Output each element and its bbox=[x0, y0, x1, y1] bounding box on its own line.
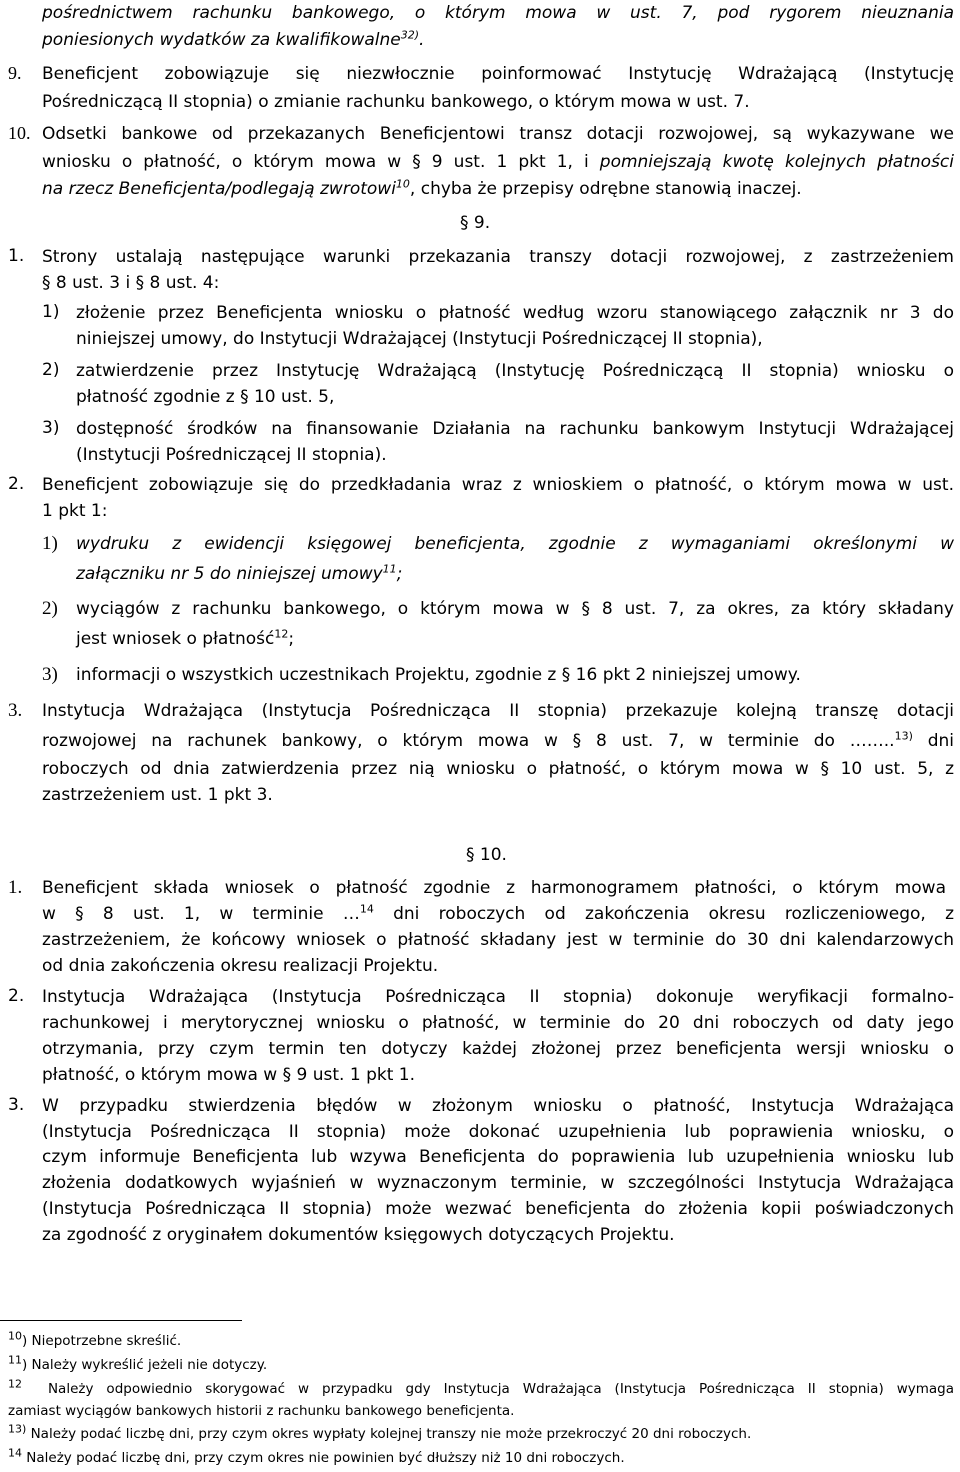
paragraph-line: otrzymania, przy czym termin ten dotyczy każdej złożonej przez beneficjenta wersji wniosku o bbox=[42, 1039, 954, 1059]
paragraph-line: zatwierdzenie przez Instytucję Wdrażającą (Instytucję Pośredniczącą II stopnia) wniosku o bbox=[76, 361, 954, 381]
paragraph-line: Beneficjent składa wniosek o płatność zgodnie z harmonogramem płatności, o którym mowa bbox=[42, 878, 946, 898]
paragraph-line: płatność, o którym mowa w § 9 ust. 1 pkt 1. bbox=[42, 1065, 415, 1085]
item-number: 1. bbox=[8, 246, 25, 266]
paragraph-line: w § 8 ust. 1, w terminie …$^{14}$ dni roboczych od zakończenia okresu rozliczeniowego, z bbox=[42, 902, 954, 924]
paragraph-line: płatność zgodnie z § 10 ust. 5, bbox=[76, 387, 335, 407]
footnote: $^{10}$) Niepotrzebne skreślić. bbox=[8, 1329, 182, 1349]
paragraph-line: § 8 ust. 3 i § 8 ust. 4: bbox=[42, 273, 220, 293]
item-number: 3. bbox=[8, 700, 23, 721]
item-number: 3. bbox=[8, 1095, 25, 1115]
footnote: $^{13)}$ Należy podać liczbę dni, przy czym okres wypłaty kolejnej transzy nie może przekroczyć 20 dni roboczych. bbox=[8, 1422, 752, 1442]
paragraph-line: roboczych od dnia zatwierdzenia przez nią wniosku o płatność, o którym mowa w § 10 ust. 5, z bbox=[42, 759, 954, 779]
paragraph-line: Beneficjent zobowiązuje się do przedkładania wraz z wnioskiem o płatność, o którym mowa w ust. bbox=[42, 475, 954, 495]
footnote: $^{11}$) Należy wykreślić jeżeli nie dotyczy. bbox=[8, 1353, 268, 1373]
subitem-number: 1) bbox=[42, 302, 60, 322]
paragraph-line: złożenia dodatkowych wyjaśnień w wyznaczonym terminie, w szczególności Instytucja Wdrażająca bbox=[42, 1173, 954, 1193]
paragraph-line: od dnia zakończenia okresu realizacji Projektu. bbox=[42, 956, 439, 976]
paragraph-line: niniejszej umowy, do Instytucji Wdrażającej (Instytucji Pośredniczącej II stopnia), bbox=[76, 329, 763, 349]
paragraph-line: jest wniosek o płatność$^{12}$; bbox=[76, 627, 295, 649]
section-heading: § 9. bbox=[460, 213, 491, 233]
item-number: 2. bbox=[8, 986, 25, 1006]
paragraph-line: 1 pkt 1: bbox=[42, 501, 108, 521]
paragraph-line: zastrzeżeniem, że końcowy wniosek o płatność składany jest w terminie do 30 dni kalendarzowych bbox=[42, 930, 954, 950]
continuation-line-1: pośrednictwem rachunku bankowego, o którym mowa w ust. 7, pod rygorem nieuznania bbox=[42, 3, 954, 23]
paragraph-line: (Instytucja Pośrednicząca II stopnia) może dokonać uzupełnienia lub poprawienia wniosku, o bbox=[42, 1122, 954, 1142]
subitem-number: 3) bbox=[42, 664, 58, 685]
subitem-number: 2) bbox=[42, 360, 60, 380]
paragraph-line: wniosku o płatność, o którym mowa w § 9 ust. 1 pkt 1, i pomniejszają kwotę kolejnych płatności bbox=[42, 152, 954, 172]
paragraph-line: rachunkowej i merytorycznej wniosku o płatność, w terminie do 20 dni roboczych od daty jego bbox=[42, 1013, 954, 1033]
item-number: 2. bbox=[8, 474, 25, 494]
paragraph-line: wydruku z ewidencji księgowej beneficjenta, zgodnie z wymaganiami określonymi w bbox=[76, 534, 954, 554]
footnote: zamiast wyciągów bankowych historii z rachunku bankowego beneficjenta. bbox=[8, 1403, 515, 1419]
paragraph-line: czym informuje Beneficjenta lub wzywa Beneficjenta do poprawienia lub uzupełnienia wniosku lub bbox=[42, 1147, 954, 1167]
item-number: 9. bbox=[8, 63, 22, 83]
paragraph-line: W przypadku stwierdzenia błędów w złożonym wniosku o płatność, Instytucja Wdrażająca bbox=[42, 1096, 954, 1116]
continuation-line-2: poniesionych wydatków za kwalifikowalne$^{32)}$. bbox=[42, 28, 425, 50]
paragraph-line: rozwojowej na rachunek bankowy, o którym mowa w § 8 ust. 7, w terminie do ……..$^{13)}$ dni bbox=[42, 729, 954, 751]
subitem-number: 2) bbox=[42, 598, 58, 619]
footnote: $^{12}$ Należy odpowiednio skorygować w przypadku gdy Instytucja Wdrażająca (Instytucja Pośrednicząca II stopnia) wymaga bbox=[8, 1377, 954, 1397]
paragraph-line: wyciągów z rachunku bankowego, o którym mowa w § 8 ust. 7, za okres, za który składany bbox=[76, 599, 954, 619]
paragraph-line: złożenie przez Beneficjenta wniosku o płatność według wzoru stanowiącego załącznik nr 3 do bbox=[76, 303, 954, 323]
footnote: $^{14}$ Należy podać liczbę dni, przy czym okres nie powinien być dłuższy niż 10 dni roboczych. bbox=[8, 1446, 625, 1466]
item-number: 1. bbox=[8, 877, 23, 898]
subitem-number: 3) bbox=[42, 418, 60, 438]
paragraph-line: Beneficjent zobowiązuje się niezwłocznie poinformować Instytucję Wdrażającą (Instytucję bbox=[42, 64, 954, 84]
paragraph-line: dostępność środków na finansowanie Działania na rachunku bankowym Instytucji Wdrażającej bbox=[76, 419, 954, 439]
paragraph-line: Strony ustalają następujące warunki przekazania transzy dotacji rozwojowej, z zastrzeżeniem bbox=[42, 247, 954, 267]
paragraph-line: załączniku nr 5 do niniejszej umowy$^{11}$; bbox=[76, 562, 403, 584]
paragraph-line: (Instytucja Pośrednicząca II stopnia) może wezwać beneficjenta do złożenia kopii poświadczonych bbox=[42, 1199, 954, 1219]
subitem-number: 1) bbox=[42, 533, 58, 554]
paragraph-line: na rzecz Beneficjenta/podlegają zwrotowi$^{10}$, chyba że przepisy odrębne stanowią inaczej. bbox=[42, 177, 802, 199]
paragraph-line: Instytucja Wdrażająca (Instytucja Pośrednicząca II stopnia) przekazuje kolejną transzę dotacji bbox=[42, 701, 954, 721]
paragraph-line: (Instytucji Pośredniczącej II stopnia). bbox=[76, 445, 387, 465]
footnote-separator bbox=[0, 1320, 242, 1321]
paragraph-line: za zgodność z oryginałem dokumentów księgowych dotyczących Projektu. bbox=[42, 1225, 675, 1245]
paragraph-line: informacji o wszystkich uczestnikach Projektu, zgodnie z § 16 pkt 2 niniejszej umowy. bbox=[76, 665, 801, 685]
item-number: 10. bbox=[8, 123, 31, 143]
paragraph-line: Odsetki bankowe od przekazanych Beneficjentowi transz dotacji rozwojowej, są wykazywane we bbox=[42, 124, 954, 144]
paragraph-line: Pośredniczącą II stopnia) o zmianie rachunku bankowego, o którym mowa w ust. 7. bbox=[42, 92, 750, 112]
paragraph-line: Instytucja Wdrażająca (Instytucja Pośrednicząca II stopnia) dokonuje weryfikacji formalno- bbox=[42, 987, 954, 1007]
section-heading: § 10. bbox=[466, 845, 507, 865]
paragraph-line: zastrzeżeniem ust. 1 pkt 3. bbox=[42, 785, 273, 805]
